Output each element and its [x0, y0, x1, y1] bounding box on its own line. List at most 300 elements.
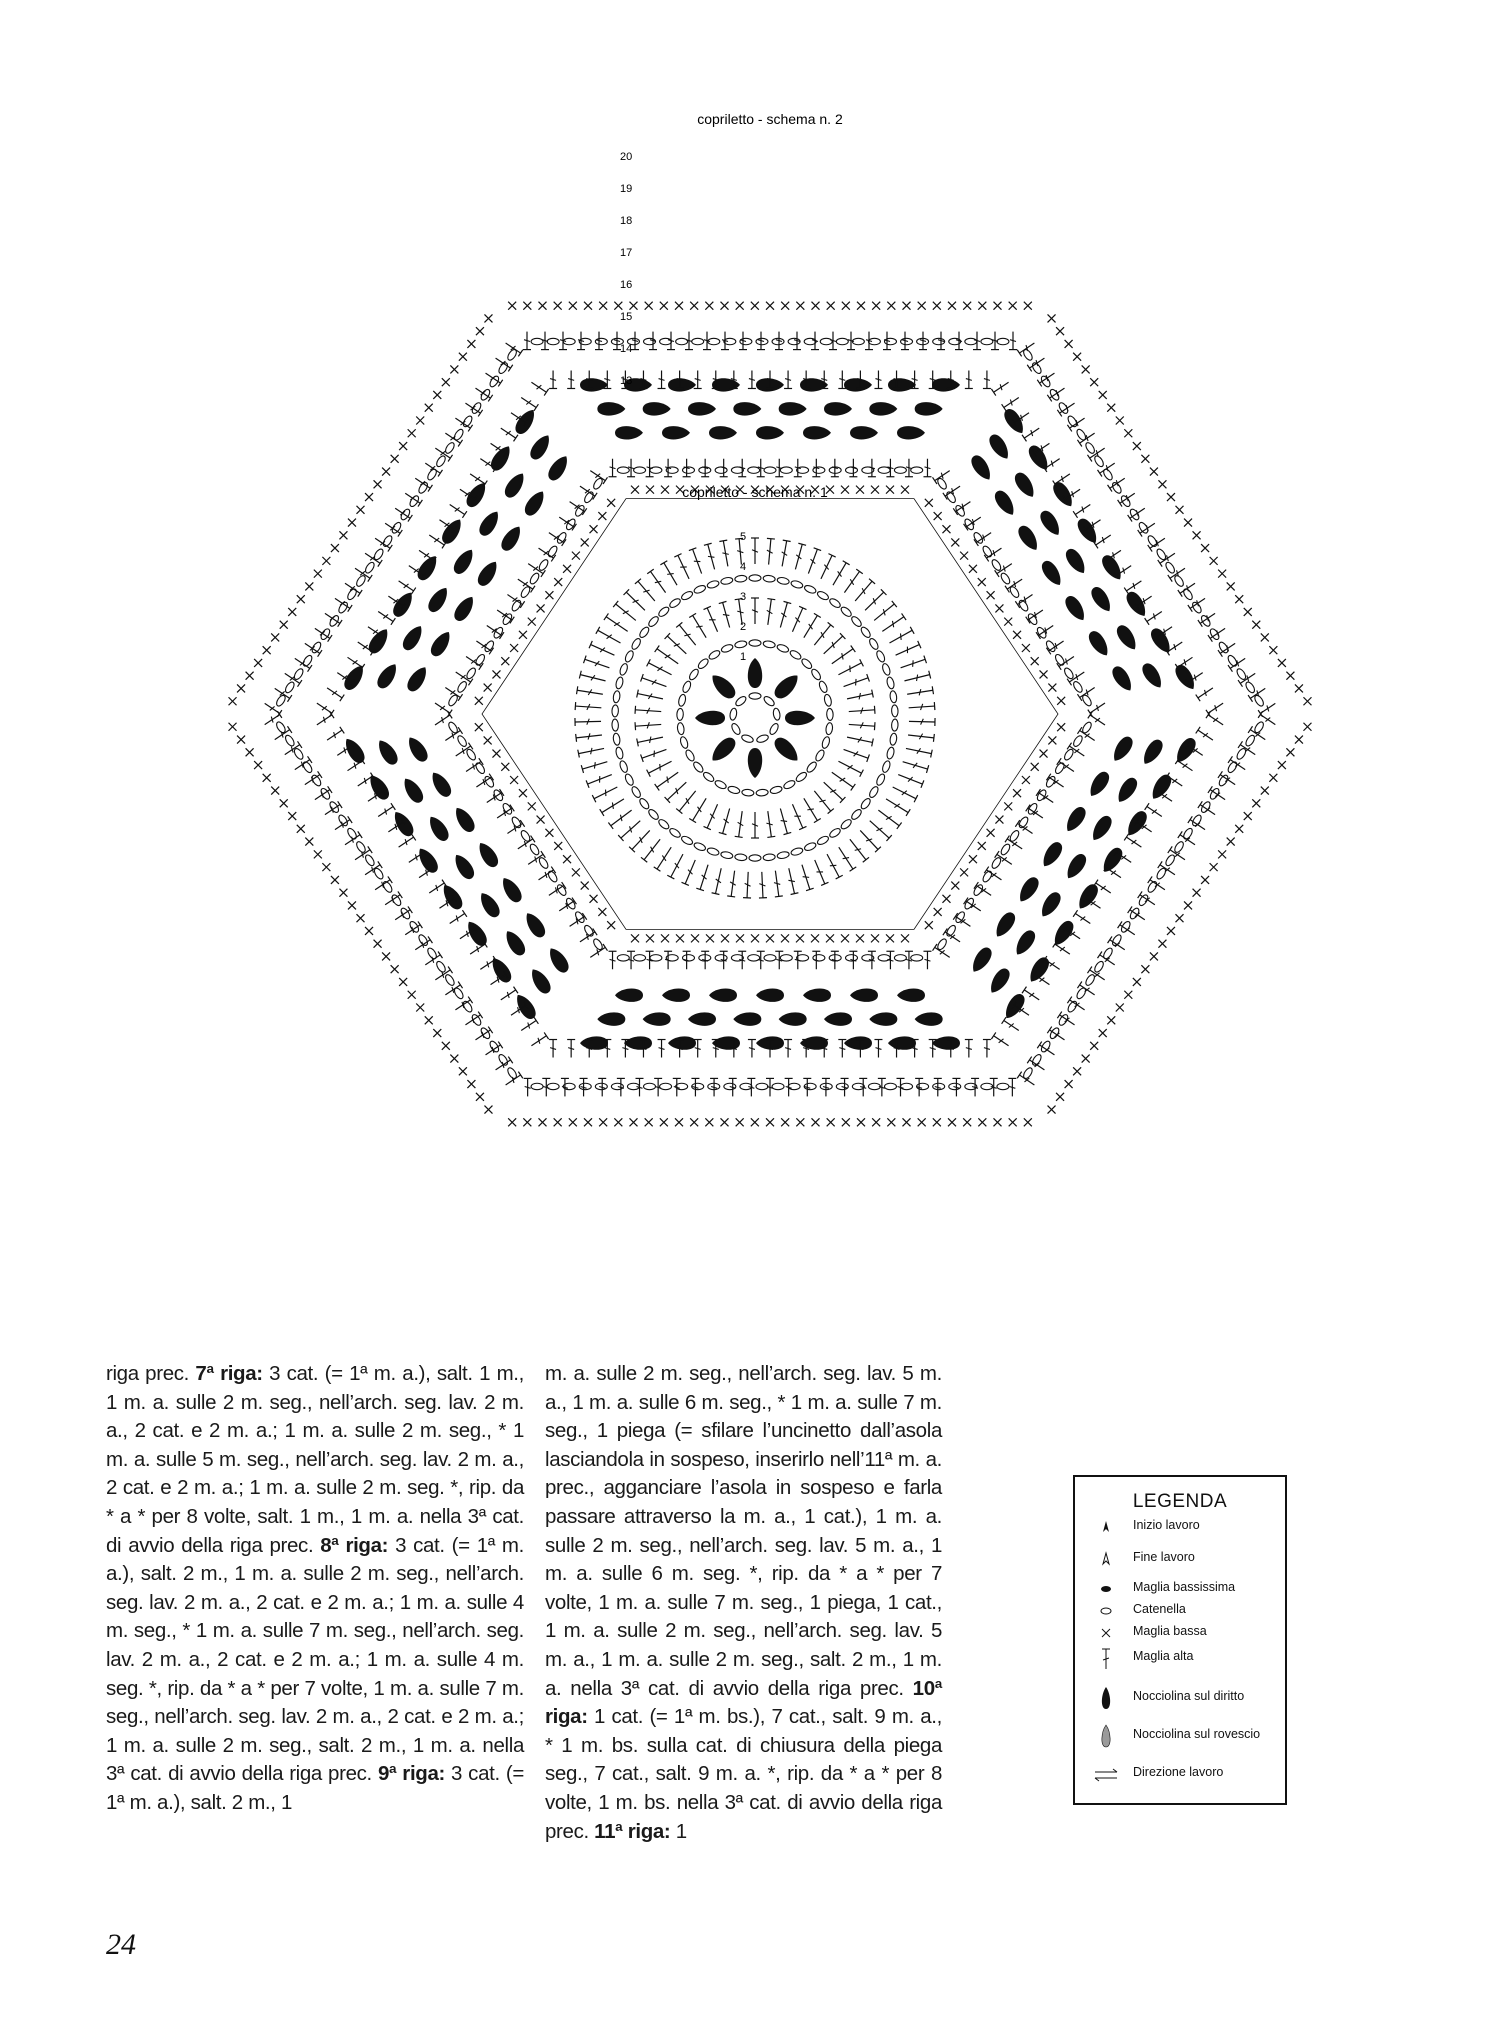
- chain-stitch: [780, 955, 792, 961]
- dc-stitch: [965, 370, 973, 388]
- dc-stitch: [897, 1078, 905, 1096]
- chain-stitch: [772, 708, 780, 721]
- sc-stitch: [827, 302, 835, 310]
- sc-stitch: [690, 302, 698, 310]
- dc-stitch: [519, 1017, 538, 1034]
- dc-stitch: [1178, 580, 1197, 597]
- sc-stitch: [781, 934, 789, 942]
- chain-stitch: [891, 719, 898, 731]
- dc-stitch: [499, 425, 518, 442]
- chain-stitch: [769, 785, 782, 795]
- bobble-front: [915, 1012, 943, 1025]
- bobble-front: [1062, 593, 1089, 624]
- bobble-front: [643, 402, 671, 415]
- dc-stitch: [413, 936, 432, 953]
- sc-stitch: [1184, 519, 1192, 527]
- bobble-front: [709, 988, 737, 1001]
- sc-stitch: [842, 1118, 850, 1126]
- bobble-front: [1037, 508, 1064, 539]
- chain-stitch: [764, 955, 776, 961]
- bobble-front: [527, 432, 554, 463]
- dc-stitch: [888, 627, 915, 647]
- legend-label: Maglia alta: [1133, 1649, 1194, 1663]
- chain-stitch: [660, 1083, 672, 1089]
- chain-stitch: [981, 338, 993, 344]
- sc-stitch: [519, 789, 527, 797]
- bobble-front: [748, 658, 762, 688]
- sc-stitch: [425, 404, 433, 412]
- chain-stitch: [748, 955, 760, 961]
- bobble-front: [888, 378, 916, 391]
- dc-stitch: [635, 720, 661, 730]
- sc-stitch: [1031, 763, 1039, 771]
- chain-stitch: [860, 797, 872, 810]
- bobble-front: [390, 589, 417, 620]
- chain-stitch: [678, 694, 687, 707]
- chain-stitch: [1093, 960, 1105, 974]
- sc-stitch: [1244, 812, 1252, 820]
- chain-stitch: [894, 467, 906, 473]
- sc-stitch: [933, 302, 941, 310]
- sc-stitch: [545, 591, 553, 599]
- sc-stitch: [751, 934, 759, 942]
- dc-stitch: [811, 622, 834, 647]
- dc-stitch: [667, 332, 675, 350]
- sc-stitch: [675, 302, 683, 310]
- chain-stitch: [660, 338, 672, 344]
- bobble-front: [512, 406, 539, 437]
- dc-stitch: [549, 370, 557, 388]
- bobble-front: [897, 988, 925, 1001]
- bobble-front: [1074, 881, 1101, 912]
- sc-stitch: [1244, 608, 1252, 616]
- sc-stitch: [581, 538, 589, 546]
- instruction-text: 1 cat. (= 1ª m. bs.), 7 cat., salt. 9 m. a., * 1 m. bs. sulla cat. di chiusura della piega seg., 7 cat., salt. 9 m. a. *, rip. da * a * per 8 volte, 1 m. bs. nella 3ª cat. di avvio della riga prec.: [545, 1705, 942, 1843]
- bobble-front: [428, 769, 455, 800]
- chain-stitch: [780, 467, 792, 473]
- sc-stitch: [271, 633, 279, 641]
- sc-stitch: [614, 1118, 622, 1126]
- chain-stitch: [1173, 574, 1185, 588]
- dc-stitch: [823, 852, 842, 879]
- dc-stitch: [974, 882, 993, 899]
- dc-stitch: [811, 858, 828, 885]
- sc-stitch: [563, 855, 571, 863]
- sc-stitch: [442, 378, 450, 386]
- dc-stitch: [789, 803, 807, 830]
- chain-stitch: [735, 853, 748, 861]
- bobble-front: [1086, 769, 1113, 800]
- dc-stitch: [376, 608, 395, 625]
- inner-circle-chart: [575, 538, 935, 898]
- dc-stitch: [907, 686, 934, 698]
- sc-stitch: [322, 863, 330, 871]
- sc-stitch: [508, 1118, 516, 1126]
- dc-stitch: [673, 1078, 681, 1096]
- chain-stitch: [742, 789, 755, 797]
- sc-stitch: [781, 1118, 789, 1126]
- dc-stitch: [952, 1078, 960, 1096]
- sc-stitch: [857, 302, 865, 310]
- chain-stitch: [680, 835, 694, 846]
- dc-stitch: [609, 459, 617, 477]
- bobble-front: [748, 748, 762, 778]
- sc-stitch: [887, 1118, 895, 1126]
- sc-stitch: [416, 416, 424, 424]
- bobble-front: [1063, 851, 1090, 882]
- dc-stitch: [1098, 460, 1117, 477]
- sc-stitch: [539, 302, 547, 310]
- dc-stitch: [891, 783, 918, 802]
- sc-stitch: [1048, 314, 1056, 322]
- bobble-front: [1039, 558, 1066, 589]
- bobble-front: [476, 508, 503, 539]
- bobble-front: [597, 1012, 625, 1025]
- sc-stitch: [501, 763, 509, 771]
- dc-stitch: [529, 1032, 548, 1049]
- dc-stitch: [778, 540, 790, 567]
- sc-stitch: [1193, 531, 1201, 539]
- bobble-front: [374, 660, 401, 691]
- sc-stitch: [1176, 506, 1184, 514]
- sc-stitch: [661, 934, 669, 942]
- sc-stitch: [886, 486, 894, 494]
- instruction-text: m. a. sulle 2 m. seg., nell’arch. seg. lav. 5 m. a., 1 m. a. sulle 6 m. seg., * 1 m. a. sulle 7 m. seg., 1 piega (= sfilare l’uncinetto dall’asola lasciandola in sospeso, inserirlo nell’11ª m. a. prec., agganciare l’asola in sospeso e farla passare attraverso la m. a., 1 cat.), 1 m. a. sulle 2 m. seg., nell’arch. seg. lav. 5 m. a., 1 m. a. sulle 6 m. seg. *, rip. da * a * per 7 volte, 1 m. a. sulle 7 m. seg., 1 piega, 1 cat., 1 m. a. sulle 2 m. seg., nell’arch. seg. lav. 5 m. a., 1 m. a. sulle 2 m. seg., salt. 2 m., 1 m. a. nella 3ª cat. di avvio della riga prec.: [545, 1362, 942, 1700]
- dc-stitch: [474, 774, 493, 791]
- dc-stitch: [524, 1078, 532, 1096]
- dc-stitch: [903, 671, 930, 685]
- chain-stitch: [613, 733, 621, 746]
- chain-stitch: [790, 580, 803, 590]
- sc-stitch: [484, 736, 492, 744]
- dc-stitch: [691, 1078, 699, 1096]
- chain-stitch: [706, 847, 719, 857]
- chain-stitch: [997, 1083, 1009, 1089]
- dc-stitch: [427, 880, 446, 897]
- dc-stitch: [561, 1078, 569, 1096]
- dc-stitch: [578, 483, 597, 500]
- sc-stitch: [229, 723, 237, 731]
- sc-stitch: [1218, 850, 1226, 858]
- dc-stitch: [1046, 638, 1065, 655]
- dc-stitch: [1046, 774, 1065, 791]
- dc-stitch: [647, 569, 669, 595]
- dc-stitch: [1067, 669, 1086, 686]
- sc-stitch: [1227, 838, 1235, 846]
- dc-stitch: [526, 851, 545, 868]
- chain-stitch: [860, 626, 872, 639]
- sc-stitch: [942, 895, 950, 903]
- chain-stitch: [668, 827, 682, 839]
- dc-stitch: [641, 674, 668, 690]
- sc-stitch: [1031, 657, 1039, 665]
- sc-stitch: [607, 921, 615, 929]
- chain-stitch: [772, 338, 784, 344]
- dc-stitch: [1057, 758, 1076, 775]
- sc-stitch: [706, 934, 714, 942]
- sc-stitch: [1013, 789, 1021, 797]
- chain-stitch: [756, 789, 769, 797]
- sc-stitch: [886, 934, 894, 942]
- dc-stitch: [849, 720, 875, 730]
- chain-stitch: [720, 643, 734, 653]
- dc-stitch: [830, 561, 850, 587]
- sc-stitch: [1040, 750, 1048, 758]
- chain-stitch: [768, 722, 780, 736]
- chain-stitch: [790, 847, 803, 857]
- chain-stitch: [1054, 653, 1066, 667]
- bobble-front: [968, 945, 995, 976]
- sc-stitch: [901, 486, 909, 494]
- bobble-front: [624, 1036, 652, 1049]
- bobble-front: [527, 966, 554, 997]
- chain-stitch: [850, 808, 863, 821]
- chain-stitch: [693, 584, 707, 595]
- chain-stitch: [364, 854, 376, 868]
- sc-stitch: [1201, 544, 1209, 552]
- row-number: 14: [620, 343, 633, 355]
- dc-stitch: [464, 653, 483, 670]
- dc-stitch: [575, 702, 601, 712]
- dc-stitch: [785, 1078, 793, 1096]
- sc-stitch: [1227, 582, 1235, 590]
- dc-stitch: [800, 613, 820, 639]
- bobble-front: [1148, 625, 1175, 656]
- dc-stitch: [696, 863, 712, 890]
- sc-stitch: [736, 1118, 744, 1126]
- dc-stitch: [1124, 578, 1143, 595]
- chain-stitch: [702, 771, 715, 783]
- sc-stitch: [1252, 621, 1260, 629]
- bobble-front: [688, 1012, 716, 1025]
- dc-stitch: [1067, 743, 1086, 760]
- bobble-front: [1037, 889, 1064, 920]
- dc-stitch: [567, 1040, 575, 1058]
- dc-stitch: [353, 846, 372, 863]
- dc-stitch: [777, 807, 792, 834]
- sc-stitch: [871, 934, 879, 942]
- bobble-front: [475, 558, 502, 589]
- sc-stitch: [523, 1118, 531, 1126]
- chain-stitch: [679, 736, 689, 749]
- sc-stitch: [660, 1118, 668, 1126]
- sc-stitch: [1218, 570, 1226, 578]
- dc-stitch: [647, 659, 674, 678]
- chain-stitch: [911, 467, 923, 473]
- chain-stitch: [465, 748, 477, 762]
- dc-stitch: [1168, 846, 1187, 863]
- sc-stitch: [1303, 697, 1311, 705]
- chain-stitch: [1173, 840, 1185, 854]
- sc-stitch: [1261, 633, 1269, 641]
- chain-stitch: [364, 561, 376, 575]
- sc-stitch: [994, 1118, 1002, 1126]
- chain-stitch: [720, 851, 733, 860]
- sc-stitch: [1057, 697, 1065, 705]
- sc-stitch: [661, 486, 669, 494]
- dc-stitch: [559, 332, 567, 350]
- dc-stitch: [719, 807, 734, 834]
- sc-stitch: [978, 302, 986, 310]
- bobble-front: [1039, 839, 1066, 870]
- bobble-front: [897, 426, 925, 439]
- dc-stitch: [629, 828, 653, 852]
- sc-stitch: [1210, 557, 1218, 565]
- dc-stitch: [1057, 653, 1076, 670]
- instruction-text: 3 cat. (= 1ª m. a.), salt. 2 m., 1: [106, 1762, 524, 1814]
- bobble-front: [404, 663, 431, 694]
- bobble-front: [439, 881, 466, 912]
- sc-stitch: [1158, 480, 1166, 488]
- chain-stitch: [748, 467, 760, 473]
- dc-stitch: [1188, 595, 1207, 612]
- sc-stitch: [645, 1118, 653, 1126]
- dc-stitch: [794, 459, 802, 477]
- sc-stitch: [1269, 774, 1277, 782]
- chain-stitch: [1084, 973, 1096, 987]
- dc-stitch: [333, 595, 352, 612]
- chain-stitch: [840, 818, 853, 831]
- dc-stitch: [852, 579, 875, 604]
- bobble-front: [688, 402, 716, 415]
- dc-stitch: [748, 370, 756, 388]
- dc-stitch: [955, 332, 963, 350]
- legend-label: Fine lavoro: [1133, 1550, 1195, 1564]
- bobble-front: [986, 966, 1013, 997]
- dc-stitch: [1017, 340, 1036, 357]
- sc-stitch: [374, 480, 382, 488]
- sc-stitch: [450, 365, 458, 373]
- chain-stitch: [1235, 747, 1247, 761]
- instruction-text: riga prec.: [106, 1362, 196, 1385]
- dc-stitch: [1098, 951, 1117, 968]
- dc-stitch: [800, 796, 820, 822]
- dc-stitch: [1088, 700, 1107, 717]
- chain-stitch: [727, 785, 740, 795]
- dc-stitch: [353, 565, 372, 582]
- dc-stitch: [720, 459, 728, 477]
- sc-stitch: [691, 934, 699, 942]
- dc-stitch: [608, 807, 634, 829]
- bobble-front: [390, 808, 417, 839]
- chain-stitch: [818, 680, 829, 694]
- sc-stitch: [1133, 978, 1141, 986]
- sc-stitch: [280, 621, 288, 629]
- dc-stitch: [1037, 370, 1056, 387]
- sc-stitch: [563, 565, 571, 573]
- dc-stitch: [841, 1078, 849, 1096]
- dc-stitch: [862, 589, 886, 613]
- legend-label: Catenella: [1133, 1602, 1186, 1616]
- chain-stitch: [1182, 827, 1194, 841]
- sc-stitch: [1150, 468, 1158, 476]
- instruction-text: 3 cat. (= 1ª m. a.), salt. 2 m., 1 m. a. sulle 2 m. seg., nell’arch. seg. lav. 2 m. a., 2 cat. e 2 m. a.; 1 m. a. sulle 4 m. seg., * 1 m. a. sulle 7 m. seg., nell’arch. seg. lav. 2 m. a., 2 cat. e 2 m. a.; 1 m. a. sulle 4 m. seg. *, rip. da * a * per 7 volte, 1 m. a. sulle 7 m. seg., nell’arch. seg. lav. 2 m. a., 2 cat. e 2 m. a.; 1 m. a. sulle 2 m. seg., salt. 2 m., 1 m. a. nella 3ª cat. di avvio della riga prec.: [106, 1533, 524, 1786]
- sc-stitch: [978, 1118, 986, 1126]
- chain-stitch: [735, 575, 748, 583]
- sc-stitch: [572, 868, 580, 876]
- dc-stitch: [798, 863, 814, 890]
- dc-stitch: [905, 745, 932, 758]
- chain-stitch: [810, 668, 822, 681]
- sc-stitch: [1193, 889, 1201, 897]
- dc-stitch: [493, 355, 512, 372]
- row-number: 5: [740, 531, 747, 543]
- dc-stitch: [423, 951, 442, 968]
- legend-box: [1073, 1475, 1287, 1805]
- dc-stitch: [764, 599, 775, 626]
- bobble-front: [771, 670, 802, 701]
- sc-stitch: [545, 829, 553, 837]
- inner-hex-border: [482, 499, 1058, 930]
- dc-stitch: [965, 1040, 973, 1058]
- chain-stitch: [529, 843, 541, 857]
- dc-stitch: [1008, 1078, 1016, 1096]
- chain-stitch: [644, 1083, 656, 1089]
- dc-stitch: [991, 379, 1010, 396]
- dc-stitch: [842, 746, 869, 762]
- bobble-front: [451, 851, 478, 882]
- dc-stitch: [1027, 1057, 1046, 1074]
- sc-stitch: [796, 302, 804, 310]
- chain-stitch: [875, 650, 886, 664]
- bobble-front: [733, 1012, 761, 1025]
- sc-stitch: [599, 1118, 607, 1126]
- bobble-front: [844, 378, 872, 391]
- instruction-text: 1: [670, 1819, 687, 1843]
- row-number: 20: [620, 151, 633, 163]
- dc-stitch: [812, 951, 820, 969]
- sc-stitch: [856, 934, 864, 942]
- row-number: 2: [740, 621, 747, 633]
- dc-stitch: [899, 656, 926, 672]
- dc-stitch: [704, 803, 722, 830]
- sc-stitch: [826, 934, 834, 942]
- dc-stitch: [880, 613, 906, 634]
- dc-stitch: [1015, 591, 1034, 608]
- chain-stitch: [435, 454, 447, 468]
- dc-stitch: [613, 601, 638, 624]
- sc-stitch: [1124, 429, 1132, 437]
- sc-stitch: [374, 940, 382, 948]
- bobble-front: [1026, 443, 1053, 474]
- dc-stitch: [784, 370, 792, 388]
- dc-stitch: [483, 370, 502, 387]
- chain-stitch: [692, 760, 705, 773]
- dc-stitch: [902, 758, 929, 773]
- dc-stitch: [580, 1078, 588, 1096]
- chain-stitch: [868, 785, 880, 799]
- sc-stitch: [331, 544, 339, 552]
- sc-stitch: [646, 934, 654, 942]
- bobble-front: [709, 426, 737, 439]
- sc-stitch: [357, 914, 365, 922]
- bobble-front: [451, 804, 478, 835]
- sc-stitch: [948, 302, 956, 310]
- dc-stitch: [1073, 501, 1092, 518]
- sc-stitch: [1303, 723, 1311, 731]
- bobble-front: [850, 426, 878, 439]
- row-number: 19: [620, 183, 633, 195]
- sc-stitch: [721, 934, 729, 942]
- chain-stitch: [293, 747, 305, 761]
- sc-stitch: [1009, 302, 1017, 310]
- chain-stitch: [825, 722, 833, 735]
- sc-stitch: [705, 1118, 713, 1126]
- chain-stitch: [657, 818, 670, 831]
- dc-stitch: [589, 641, 616, 659]
- chain-stitch: [684, 749, 696, 763]
- chain-stitch: [284, 734, 296, 748]
